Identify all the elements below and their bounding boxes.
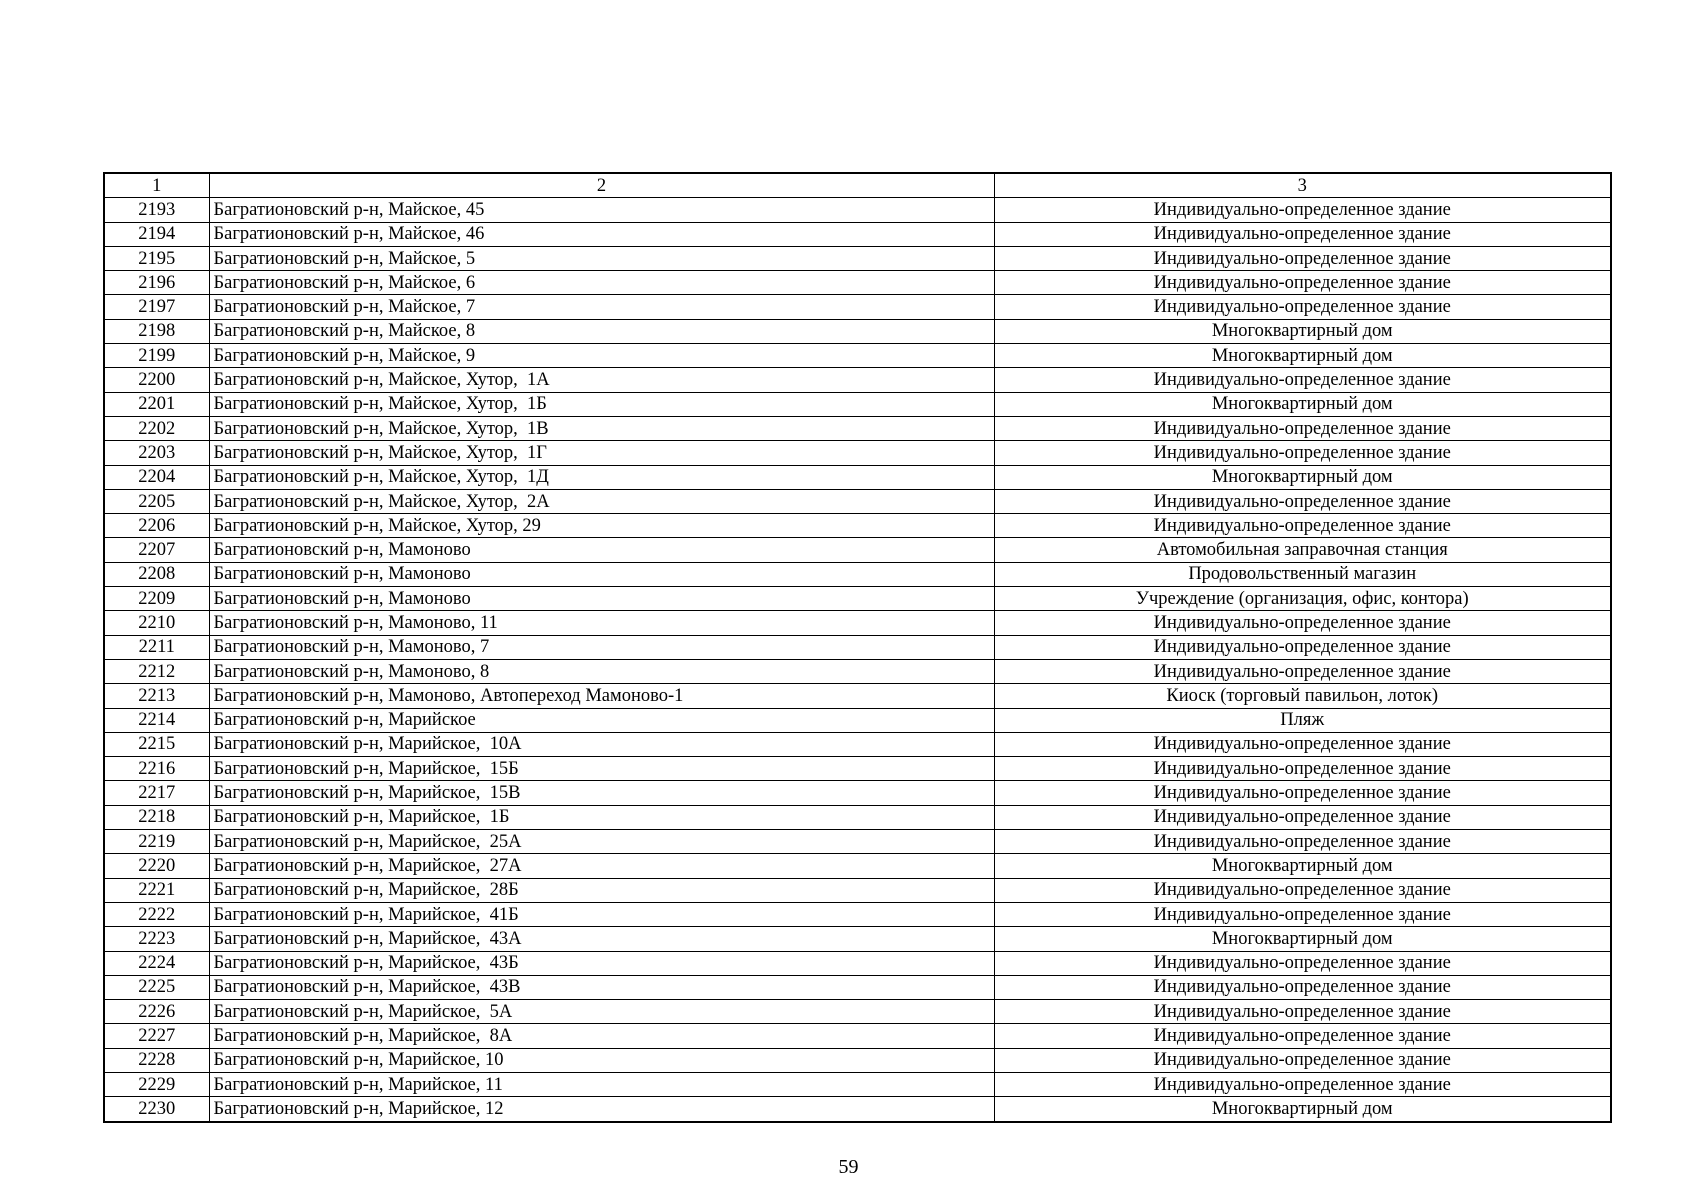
object-type-cell: Индивидуально-определенное здание bbox=[994, 1048, 1611, 1072]
row-number-cell: 2198 bbox=[104, 319, 209, 343]
address-cell: Багратионовский р-н, Марийское, 10 bbox=[209, 1048, 994, 1072]
table-row bbox=[104, 611, 1611, 635]
object-type-cell: Учреждение (организация, офис, контора) bbox=[994, 587, 1611, 611]
address-cell: Багратионовский р-н, Майское, Хутор, 1В bbox=[209, 416, 994, 440]
table-row bbox=[104, 319, 1611, 343]
object-type-cell: Индивидуально-определенное здание bbox=[994, 659, 1611, 683]
object-type-cell: Автомобильная заправочная станция bbox=[994, 538, 1611, 562]
object-type-cell: Индивидуально-определенное здание bbox=[994, 246, 1611, 270]
address-cell: Багратионовский р-н, Майское, Хутор, 29 bbox=[209, 514, 994, 538]
object-type-cell: Индивидуально-определенное здание bbox=[994, 635, 1611, 659]
table-row bbox=[104, 854, 1611, 878]
table-row bbox=[104, 1048, 1611, 1072]
object-type-cell: Многоквартирный дом bbox=[994, 344, 1611, 368]
row-number-cell: 2213 bbox=[104, 684, 209, 708]
table-row bbox=[104, 295, 1611, 319]
row-number-cell: 2211 bbox=[104, 635, 209, 659]
row-number-cell: 2197 bbox=[104, 295, 209, 319]
object-type-cell: Многоквартирный дом bbox=[994, 392, 1611, 416]
row-number-cell: 2226 bbox=[104, 1000, 209, 1024]
address-cell: Багратионовский р-н, Мамоново, Автопереход Мамоново-1 bbox=[209, 684, 994, 708]
object-type-cell: Продовольственный магазин bbox=[994, 562, 1611, 586]
row-number-cell: 2200 bbox=[104, 368, 209, 392]
table-row bbox=[104, 538, 1611, 562]
address-cell: Багратионовский р-н, Мамоново bbox=[209, 538, 994, 562]
table-row bbox=[104, 222, 1611, 246]
object-type-cell: Индивидуально-определенное здание bbox=[994, 271, 1611, 295]
address-cell: Багратионовский р-н, Марийское, 1Б bbox=[209, 805, 994, 829]
object-type-cell: Индивидуально-определенное здание bbox=[994, 757, 1611, 781]
object-type-cell: Индивидуально-определенное здание bbox=[994, 295, 1611, 319]
row-number-cell: 2205 bbox=[104, 489, 209, 513]
address-cell: Багратионовский р-н, Майское, 46 bbox=[209, 222, 994, 246]
row-number-cell: 2229 bbox=[104, 1072, 209, 1096]
table-row bbox=[104, 562, 1611, 586]
object-type-cell: Индивидуально-определенное здание bbox=[994, 975, 1611, 999]
object-type-cell: Индивидуально-определенное здание bbox=[994, 805, 1611, 829]
table-row bbox=[104, 392, 1611, 416]
object-type-cell: Многоквартирный дом bbox=[994, 465, 1611, 489]
object-type-cell: Индивидуально-определенное здание bbox=[994, 611, 1611, 635]
table-row bbox=[104, 805, 1611, 829]
table-row bbox=[104, 635, 1611, 659]
object-type-cell: Индивидуально-определенное здание bbox=[994, 441, 1611, 465]
object-type-cell: Индивидуально-определенное здание bbox=[994, 1072, 1611, 1096]
address-cell: Багратионовский р-н, Мамоново bbox=[209, 587, 994, 611]
address-cell: Багратионовский р-н, Марийское bbox=[209, 708, 994, 732]
row-number-cell: 2196 bbox=[104, 271, 209, 295]
table-row bbox=[104, 246, 1611, 270]
row-number-cell: 2209 bbox=[104, 587, 209, 611]
address-cell: Багратионовский р-н, Марийское, 28Б bbox=[209, 878, 994, 902]
object-type-cell: Индивидуально-определенное здание bbox=[994, 830, 1611, 854]
column-header: 2 bbox=[209, 173, 994, 198]
address-cell: Багратионовский р-н, Марийское, 25А bbox=[209, 830, 994, 854]
table-row bbox=[104, 1024, 1611, 1048]
row-number-cell: 2208 bbox=[104, 562, 209, 586]
table-row bbox=[104, 1072, 1611, 1096]
address-cell: Багратионовский р-н, Марийское, 43Б bbox=[209, 951, 994, 975]
row-number-cell: 2218 bbox=[104, 805, 209, 829]
row-number-cell: 2194 bbox=[104, 222, 209, 246]
table-row bbox=[104, 368, 1611, 392]
object-type-cell: Индивидуально-определенное здание bbox=[994, 368, 1611, 392]
row-number-cell: 2228 bbox=[104, 1048, 209, 1072]
row-number-cell: 2215 bbox=[104, 732, 209, 756]
row-number-cell: 2206 bbox=[104, 514, 209, 538]
object-type-cell: Индивидуально-определенное здание bbox=[994, 514, 1611, 538]
object-type-cell: Индивидуально-определенное здание bbox=[994, 416, 1611, 440]
table-row bbox=[104, 441, 1611, 465]
row-number-cell: 2222 bbox=[104, 902, 209, 926]
address-cell: Багратионовский р-н, Майское, Хутор, 1Д bbox=[209, 465, 994, 489]
row-number-cell: 2199 bbox=[104, 344, 209, 368]
table-row bbox=[104, 902, 1611, 926]
address-cell: Багратионовский р-н, Марийское, 15Б bbox=[209, 757, 994, 781]
table-row bbox=[104, 951, 1611, 975]
table-row bbox=[104, 975, 1611, 999]
row-number-cell: 2217 bbox=[104, 781, 209, 805]
table-row bbox=[104, 344, 1611, 368]
row-number-cell: 2201 bbox=[104, 392, 209, 416]
table-row bbox=[104, 514, 1611, 538]
table-body bbox=[104, 198, 1611, 1122]
table-row bbox=[104, 781, 1611, 805]
row-number-cell: 2220 bbox=[104, 854, 209, 878]
row-number-cell: 2225 bbox=[104, 975, 209, 999]
page-number: 59 bbox=[838, 1156, 859, 1178]
object-type-cell: Многоквартирный дом bbox=[994, 1097, 1611, 1122]
table-row bbox=[104, 659, 1611, 683]
table-row bbox=[104, 198, 1611, 222]
row-number-cell: 2223 bbox=[104, 927, 209, 951]
table-row bbox=[104, 465, 1611, 489]
address-cell: Багратионовский р-н, Марийское, 10А bbox=[209, 732, 994, 756]
row-number-cell: 2221 bbox=[104, 878, 209, 902]
address-cell: Багратионовский р-н, Майское, Хутор, 2А bbox=[209, 489, 994, 513]
table-row bbox=[104, 1000, 1611, 1024]
data-table bbox=[103, 172, 1612, 1123]
object-type-cell: Многоквартирный дом bbox=[994, 319, 1611, 343]
table-row bbox=[104, 1097, 1611, 1122]
row-number-cell: 2216 bbox=[104, 757, 209, 781]
table-row bbox=[104, 587, 1611, 611]
address-cell: Багратионовский р-н, Майское, 9 bbox=[209, 344, 994, 368]
address-cell: Багратионовский р-н, Майское, Хутор, 1Г bbox=[209, 441, 994, 465]
address-cell: Багратионовский р-н, Марийское, 8А bbox=[209, 1024, 994, 1048]
address-cell: Багратионовский р-н, Марийское, 27А bbox=[209, 854, 994, 878]
address-cell: Багратионовский р-н, Мамоново bbox=[209, 562, 994, 586]
address-cell: Багратионовский р-н, Мамоново, 11 bbox=[209, 611, 994, 635]
row-number-cell: 2227 bbox=[104, 1024, 209, 1048]
object-type-cell: Многоквартирный дом bbox=[994, 854, 1611, 878]
address-cell: Багратионовский р-н, Майское, 6 bbox=[209, 271, 994, 295]
table-row bbox=[104, 830, 1611, 854]
address-cell: Багратионовский р-н, Марийское, 41Б bbox=[209, 902, 994, 926]
object-type-cell: Пляж bbox=[994, 708, 1611, 732]
address-cell: Багратионовский р-н, Майское, 5 bbox=[209, 246, 994, 270]
row-number-cell: 2195 bbox=[104, 246, 209, 270]
row-number-cell: 2214 bbox=[104, 708, 209, 732]
address-cell: Багратионовский р-н, Майское, 8 bbox=[209, 319, 994, 343]
address-cell: Багратионовский р-н, Марийское, 5А bbox=[209, 1000, 994, 1024]
column-header: 3 bbox=[994, 173, 1611, 198]
table-header-row bbox=[104, 173, 1611, 198]
address-cell: Багратионовский р-н, Марийское, 15В bbox=[209, 781, 994, 805]
address-cell: Багратионовский р-н, Майское, 7 bbox=[209, 295, 994, 319]
address-cell: Багратионовский р-н, Марийское, 12 bbox=[209, 1097, 994, 1122]
row-number-cell: 2202 bbox=[104, 416, 209, 440]
address-cell: Багратионовский р-н, Майское, Хутор, 1Б bbox=[209, 392, 994, 416]
address-cell: Багратионовский р-н, Мамоново, 7 bbox=[209, 635, 994, 659]
address-cell: Багратионовский р-н, Мамоново, 8 bbox=[209, 659, 994, 683]
table-row bbox=[104, 708, 1611, 732]
table-row bbox=[104, 416, 1611, 440]
address-cell: Багратионовский р-н, Майское, Хутор, 1А bbox=[209, 368, 994, 392]
table-row bbox=[104, 271, 1611, 295]
table-row bbox=[104, 684, 1611, 708]
object-type-cell: Индивидуально-определенное здание bbox=[994, 489, 1611, 513]
row-number-cell: 2207 bbox=[104, 538, 209, 562]
row-number-cell: 2219 bbox=[104, 830, 209, 854]
object-type-cell: Индивидуально-определенное здание bbox=[994, 1000, 1611, 1024]
table-row bbox=[104, 878, 1611, 902]
column-header: 1 bbox=[104, 173, 209, 198]
address-cell: Багратионовский р-н, Майское, 45 bbox=[209, 198, 994, 222]
address-cell: Багратионовский р-н, Марийское, 43В bbox=[209, 975, 994, 999]
row-number-cell: 2230 bbox=[104, 1097, 209, 1122]
object-type-cell: Индивидуально-определенное здание bbox=[994, 732, 1611, 756]
row-number-cell: 2193 bbox=[104, 198, 209, 222]
object-type-cell: Индивидуально-определенное здание bbox=[994, 878, 1611, 902]
row-number-cell: 2224 bbox=[104, 951, 209, 975]
object-type-cell: Индивидуально-определенное здание bbox=[994, 198, 1611, 222]
object-type-cell: Индивидуально-определенное здание bbox=[994, 1024, 1611, 1048]
object-type-cell: Индивидуально-определенное здание bbox=[994, 951, 1611, 975]
object-type-cell: Индивидуально-определенное здание bbox=[994, 902, 1611, 926]
address-cell: Багратионовский р-н, Марийское, 11 bbox=[209, 1072, 994, 1096]
row-number-cell: 2210 bbox=[104, 611, 209, 635]
object-type-cell: Индивидуально-определенное здание bbox=[994, 222, 1611, 246]
table-row bbox=[104, 489, 1611, 513]
row-number-cell: 2212 bbox=[104, 659, 209, 683]
row-number-cell: 2204 bbox=[104, 465, 209, 489]
table-row bbox=[104, 757, 1611, 781]
table-row bbox=[104, 732, 1611, 756]
object-type-cell: Многоквартирный дом bbox=[994, 927, 1611, 951]
row-number-cell: 2203 bbox=[104, 441, 209, 465]
object-type-cell: Киоск (торговый павильон, лоток) bbox=[994, 684, 1611, 708]
object-type-cell: Индивидуально-определенное здание bbox=[994, 781, 1611, 805]
address-cell: Багратионовский р-н, Марийское, 43А bbox=[209, 927, 994, 951]
table-row bbox=[104, 927, 1611, 951]
